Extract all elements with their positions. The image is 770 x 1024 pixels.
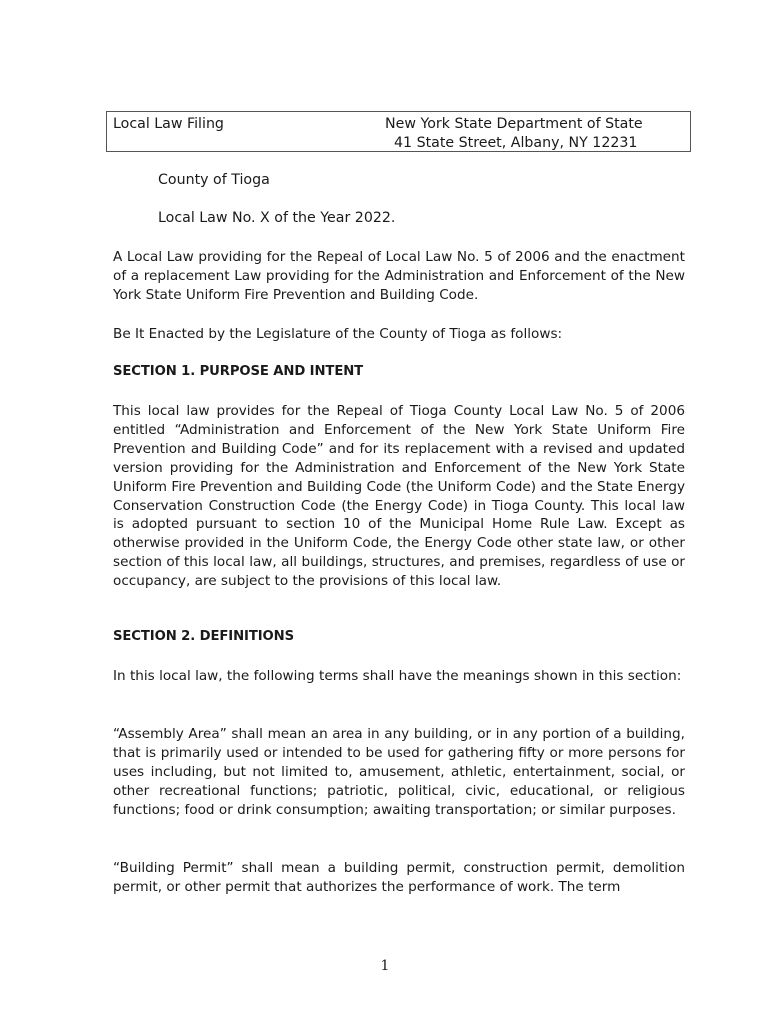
department-name: New York State Department of State: [385, 116, 643, 132]
law-number-line: Local Law No. X of the Year 2022.: [158, 210, 396, 226]
section2-intro: In this local law, the following terms shall have the meanings shown in this section:: [113, 668, 682, 684]
section2-heading: SECTION 2. DEFINITIONS: [113, 629, 294, 644]
definition-building-permit: “Building Permit” shall mean a building permit, construction permit, demolition permit, or other permit that authorizes the performance of work. The term: [113, 860, 685, 895]
filing-label: Local Law Filing: [113, 116, 224, 132]
definition-assembly-area: “Assembly Area” shall mean an area in any building, or in any portion of a building, that is primarily used or intended to be used for gathering fifty or more persons for uses including, but not limited to, amusement, athletic, entertainment, social, or other recreational functions; patriotic, political, civic, educational, or religious functions; food or drink consumption; awaiting transportation; or similar purposes.: [113, 726, 685, 818]
county-line: County of Tioga: [158, 172, 270, 188]
intro-paragraph: A Local Law providing for the Repeal of Local Law No. 5 of 2006 and the enactment of a replacement Law providing for the Administration and Enforcement of the New York State Uniform Fire Prevention and Building Code.: [113, 249, 685, 303]
enactment-paragraph: Be It Enacted by the Legislature of the County of Tioga as follows:: [113, 326, 563, 342]
department-address: 41 State Street, Albany, NY 12231: [394, 135, 638, 151]
page-number: 1: [380, 958, 390, 974]
filing-header-box: [106, 111, 691, 152]
section1-heading: SECTION 1. PURPOSE AND INTENT: [113, 364, 364, 379]
section1-body: This local law provides for the Repeal of Tioga County Local Law No. 5 of 2006 entitled “Administration and Enforcement of the New York State Uniform Fire Prevention and Building Code” and for its replacement with a revised and updated version providing for the Administration and Enforcement of the New York State Uniform Fire Prevention and Building Code (the Uniform Code) and the State Energy Conservation Construction Code (the Energy Code) in Tioga County. This local law is adopted pursuant to section 10 of the Municipal Home Rule Law. Except as otherwise provided in the Uniform Code, the Energy Code other state law, or other section of this local law, all buildings, structures, and premises, regardless of use or occupancy, are subject to the provisions of this local law.: [113, 403, 685, 590]
